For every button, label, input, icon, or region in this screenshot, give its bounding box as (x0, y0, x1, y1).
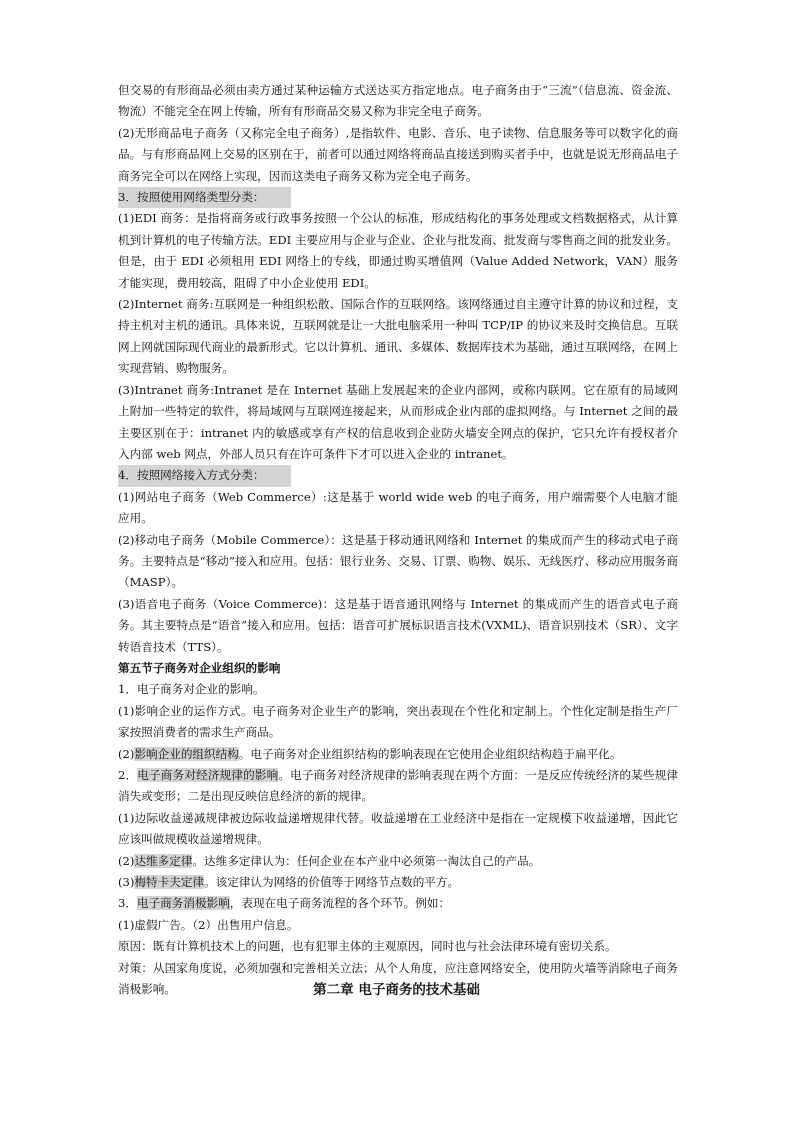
item-number: (3) (118, 875, 135, 890)
item-number: 3． (118, 896, 137, 911)
paragraph: (2)无形商品电子商务（又称完全电子商务）,是指软件、电影、音乐、电子读物、信息服务等可以数字化的商品。与有形商品网上交易的区别在于，前者可以通过网络将商品直接送到购买者手中，也就是说无形商品电子商务完全可以在网络上实现，因而这类电子商务又称为完全电子商务。 (118, 125, 678, 183)
highlighted-term: 电子商务对经济规律的影响 (137, 768, 279, 782)
highlighted-heading: 3．按照使用网络类型分类： (118, 187, 291, 208)
paragraph (118, 765, 678, 808)
paragraph: (1)影响企业的运作方式。电子商务对企业生产的影响，突出表现在个性化和定制上。个性化定制是指生产厂家按照消费者的需求生产商品。 (118, 703, 678, 740)
highlighted-term: 梅特卡夫定律 (134, 875, 205, 890)
paragraph (118, 872, 678, 893)
subheading (118, 187, 678, 208)
paragraph: (1)EDI 商务：是指将商务或行政事务按照一个公认的标准，形成结构化的事务处理或文档数据格式，从计算机到计算机的电子传输方法。EDI 主要应用与企业与企业、企业与批发商、批发商与零售商之间的批发业务。但是，由于 EDI 必须租用 EDI 网络上的专线，即通过购买增值网（Value Added Network，VAN）服务才能实现，费用较高，阻碍了中小企业使用 EDI。 (118, 211, 678, 290)
highlighted-term: 电子商务消极影响 (136, 896, 230, 911)
chapter-title: 第二章 电子商务的技术基础 (313, 982, 480, 998)
item-text: 。该定律认为网络的价值等于网络节点数的平方。 (204, 875, 460, 890)
paragraph: 对策：从国家角度说，必须加强和完善相关立法；从个人角度，应注意网络安全，使用防火墙等消除电子商务消极影响。 (118, 960, 678, 997)
item-text: 。电子商务对企业组织结构的影响表现在它使用企业组织结构趋于扁平化。 (238, 746, 622, 761)
paragraph (118, 851, 678, 872)
item-number: (2) (118, 853, 135, 868)
paragraph: (1)网站电子商务（Web Commerce）:这是基于 world wide web 的电子商务，用户端需要个人电脑才能应用。 (118, 489, 678, 526)
paragraph: (1)边际收益递减规律被边际收益递增规律代替。收益递增在工业经济中是指在一定规模下收益递增，因此它应该叫做规模收益递增规律。 (118, 810, 678, 847)
item-number: (2) (118, 746, 135, 761)
highlighted-term: 达维多定律 (134, 853, 193, 868)
paragraph: (1)虚假广告。（2）出售用户信息。 (118, 917, 299, 932)
paragraph: (2)移动电子商务（Mobile Commerce）：这是基于移动通讯网络和 Internet 的集成而产生的移动式电子商务。主要特点是“移动”接入和应用。包括：银行业务、交易、订票、购物、娱乐、无线医疗、移动应用服务商（MASP）。 (118, 532, 678, 590)
paragraph: 但交易的有形商品必须由卖方通过某种运输方式送达买方指定地点。电子商务由于“三流”（信息流、资金流、物流）不能完全在网上传输，所有有形商品交易又称为非完全电子商务。 (118, 83, 678, 119)
item-number: 2． (118, 768, 138, 782)
highlighted-term: 影响企业的组织结构 (134, 746, 239, 761)
item-text: 。达维多定律认为：任何企业在本产业中必须第一淘汰自己的产品。 (192, 853, 541, 868)
item-text: 。电子商务对经济规律的影响表现在两个方面：一是反应传统经济的某些规律消失或变形；二是出现反映信息经济的新的规律。 (118, 768, 678, 804)
highlighted-heading: 4．按照网络接入方式分类： (118, 465, 291, 486)
paragraph: 1．电子商务对企业的影响。 (118, 682, 265, 697)
subheading (118, 465, 678, 486)
section-title: 第五节子商务对企业组织的影响 (118, 660, 281, 675)
paragraph: (3)语音电子商务（Voice Commerce)：这是基于语音通讯网络与 Internet 的集成而产生的语音式电子商务。其主要特点是“语音”接入和应用。包括：语音可扩展标识语言技术(VXML)、语音识别技术（SR）、文字转语音技术（TTS）。 (118, 596, 678, 654)
paragraph: (2)Internet 商务:互联网是一种组织松散、国际合作的互联网络。该网络通过自主遵守计算的协议和过程，支持主机对主机的通讯。具体来说，互联网就是让一大批电脑采用一种叫 TCP/IP 的协议来及时交换信息。互联网上网就国际现代商业的最新形式。它以计算机、通讯、多媒体、数据库技术为基础，通过互联网络，在网上实现营销、购物服务。 (118, 297, 678, 376)
paragraph: 原因：既有计算机技术上的问题，也有犯罪主体的主观原因，同时也与社会法律环境有密切关系。 (118, 939, 617, 954)
paragraph (118, 893, 678, 914)
paragraph: (3)Intranet 商务:Intranet 是在 Internet 基础上发展起来的企业内部网，或称内联网。它在原有的局域网上附加一些特定的软件，将局域网与互联网连接起来，从而形成企业内部的虚拟网络。与 Internet 之间的最主要区别在于：intranet 内的敏感或享有产权的信息收到企业防火墙安全网点的保护，它只允许有授权者介入内部 web 网点，外部人员只有在许可条件下才可以进入企业的 intranet。 (118, 382, 678, 461)
document-body (118, 80, 678, 1000)
paragraph (118, 744, 678, 765)
item-text: ，表现在电子商务流程的各个环节。例如： (229, 896, 451, 911)
